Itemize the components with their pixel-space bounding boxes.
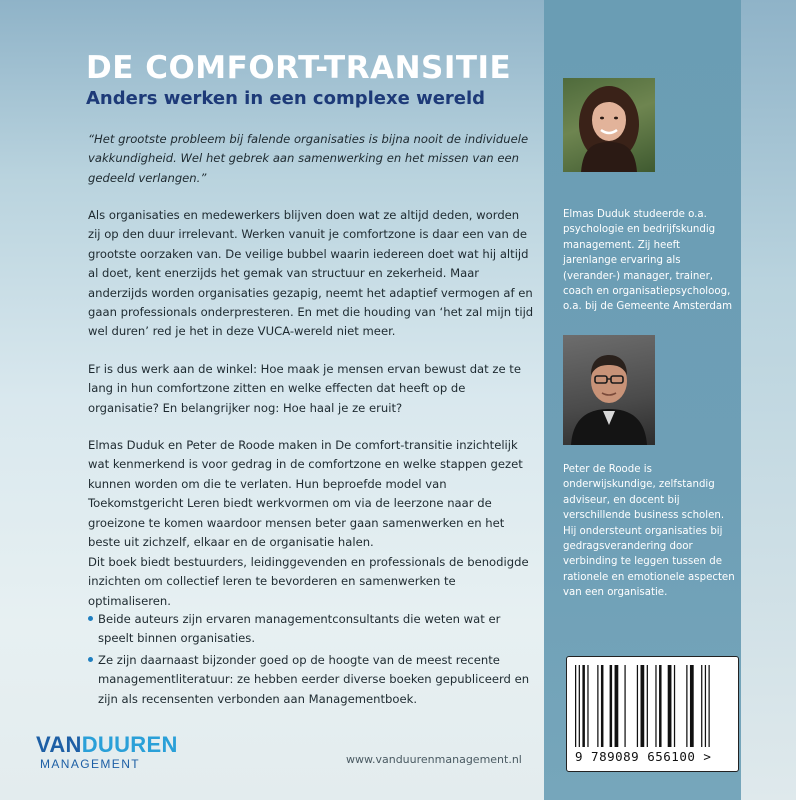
barcode-bar [610, 665, 613, 747]
book-title: DE COMFORT-TRANSITIE [86, 50, 512, 86]
barcode-bar [615, 665, 619, 747]
logo-part-duuren: DUUREN [81, 732, 178, 757]
list-item [88, 610, 534, 649]
barcode-bar [582, 665, 585, 747]
author-bio-peter: Peter de Roode is onderwijskundige, zelfstandig adviseur, en docent bij verschillende business scholen. Hij ondersteunt organisaties bij gedragsverandering door verbinding te leggen tussen de rationele en emotionele aspecten van een organisatie. [563, 464, 735, 599]
author-photo-elmas [563, 78, 655, 172]
cover-quote: “Het grootste probleem bij falende organisaties is bijna nooit de individuele vakkundigheid. Wel het gebrek aan samenwerking en het missen van een gedeeld verlangen.” [88, 132, 529, 185]
author-bio-elmas: Elmas Duduk studeerde o.a. psychologie en bedrijfskundig management. Zij heeft jarenlange ervaring als (verander-) manager, trainer, coach en organisatiepsycholoog, o.a. bij de Gemeente Amsterdam [563, 209, 733, 313]
publisher-logo-wordmark [36, 734, 178, 756]
isbn-barcode [566, 656, 739, 772]
barcode-bar [690, 665, 694, 747]
bullet-dot-icon [88, 616, 93, 621]
portrait-woman-icon [563, 78, 655, 172]
barcode-bar [709, 665, 710, 747]
barcode-bars-icon [575, 665, 732, 747]
barcode-bar [624, 665, 625, 747]
barcode-bar [701, 665, 702, 747]
publisher-logo [36, 734, 178, 771]
paragraph-3: Elmas Duduk en Peter de Roode maken in De comfort-transitie inzichtelijk wat kenmerkend is voor gedrag in de comfortzone en welke stappen gezet kunnen worden om die te verlaten. Hun beproefde model van Toekomstgericht Leren biedt werkvormen om via de leerzone naar de groeizone te komen waardoor mensen beter gaan samenwerken en het beste uit zichzelf, elkaar en de organisatie halen. [88, 438, 523, 550]
right-edge-band [741, 0, 796, 800]
barcode-bar [579, 665, 580, 747]
publisher-website: www.vanduurenmanagement.nl [346, 753, 522, 766]
bullet-text: Beide auteurs zijn ervaren managementconsultants die weten wat er speelt binnen organisaties. [98, 612, 501, 646]
barcode-bar [587, 665, 588, 747]
isbn-number: 9 789089 656100 > [575, 749, 712, 764]
bullet-text: Ze zijn daarnaast bijzonder goed op de hoogte van de meest recente managementliteratuur: ze hebben eerder diverse boeken gepubliceerd en zijn als recensenten verbonden aan Managementboek. [98, 652, 530, 706]
list-item [88, 651, 534, 709]
logo-part-van: VAN [36, 732, 82, 757]
paragraph-2: Er is dus werk aan de winkel: Hoe maak je mensen ervan bewust dat ze te lang in hun comfortzone zitten en welke effecten dat heeft op de organisatie? En belangrijker nog: Hoe haal je ze eruit? [88, 362, 521, 415]
barcode-bar [601, 665, 604, 747]
publisher-logo-subtitle: MANAGEMENT [40, 757, 141, 771]
paragraph-1: Als organisaties en medewerkers blijven doen wat ze altijd deden, worden zij op den duur irrelevant. Werken vanuit je comfortzone is daar een van de grootste oorzaken van. De veilige bubbel waarin iedereen doet wat hij altijd al doet, kent enerzijds het gemak van structuur en zekerheid. Maar anderzijds worden organisaties gezapig, neemt het adaptief vermogen af en gaan professionals onderpresteren. En met die houding van ‘het zal mijn tijd wel duren’ red je het in deze VUCA-wereld niet meer. [88, 208, 534, 339]
barcode-bar [655, 665, 656, 747]
bullet-list [88, 610, 534, 711]
barcode-bar [575, 665, 576, 747]
author-photo-peter [563, 335, 655, 445]
barcode-bar [705, 665, 706, 747]
barcode-bar [674, 665, 675, 747]
bullet-dot-icon [88, 657, 93, 662]
barcode-bar [597, 665, 598, 747]
barcode-bar [637, 665, 638, 747]
barcode-bar [686, 665, 687, 747]
barcode-bar [659, 665, 662, 747]
book-subtitle: Anders werken in een complexe wereld [86, 88, 486, 109]
paragraph-4: Dit boek biedt bestuurders, leidinggevenden en professionals de benodigde inzichten om collectief leren te bevorderen en samenwerken te optimaliseren. [88, 555, 529, 608]
barcode-bar [647, 665, 648, 747]
barcode-bar [641, 665, 645, 747]
barcode-bar [668, 665, 672, 747]
portrait-man-icon [563, 335, 655, 445]
